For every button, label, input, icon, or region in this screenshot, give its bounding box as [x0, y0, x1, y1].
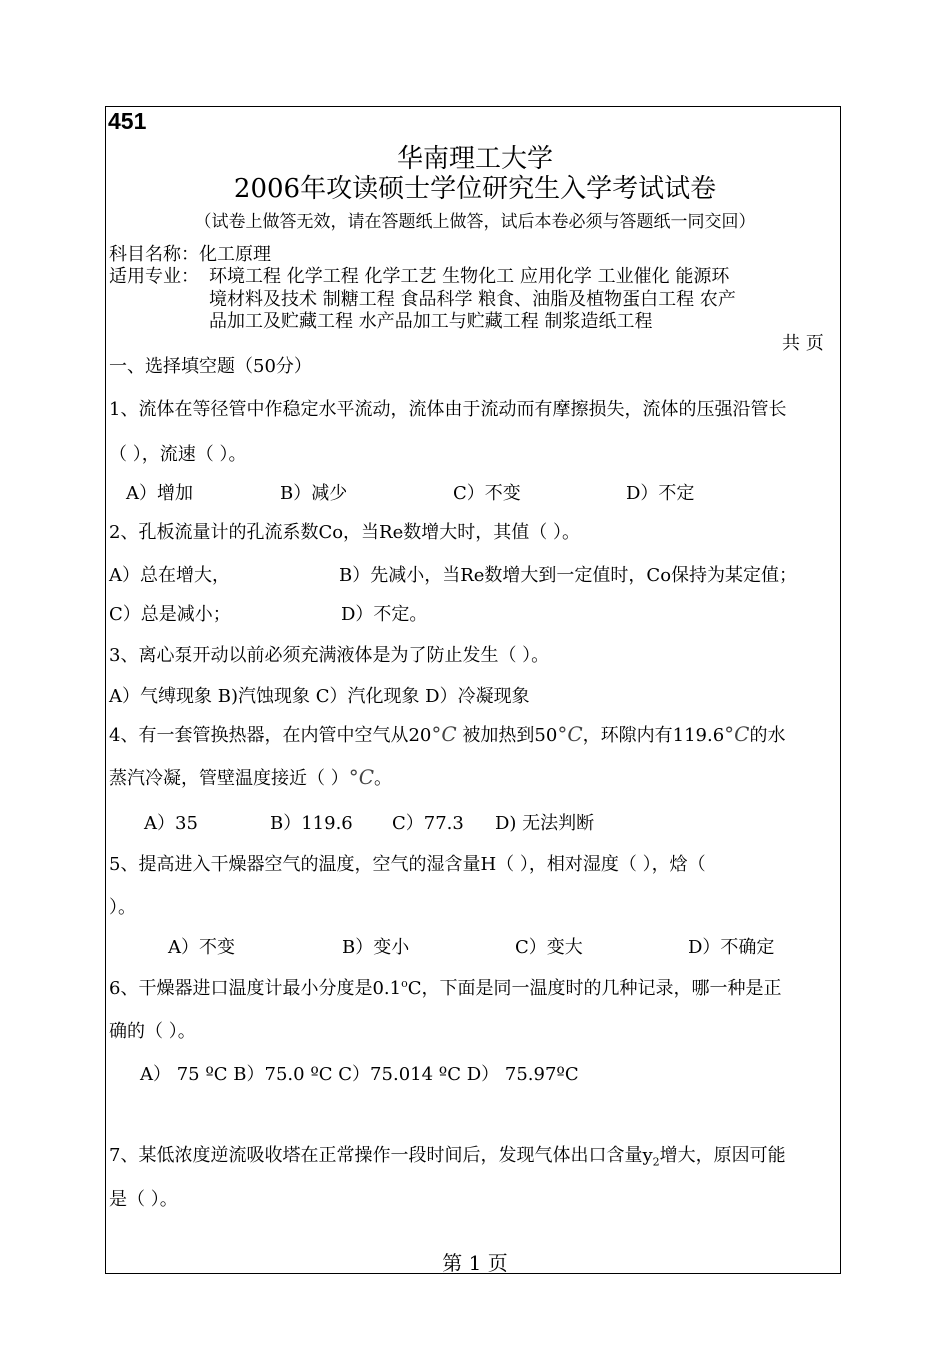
question-1-blanks: （ ），流速（ ）。	[109, 444, 247, 465]
q5-option-b: B）变小	[342, 937, 410, 958]
question-7-text: 7、某低浓度逆流吸收塔在正常操作一段时间后，发现气体出口含量$y_2$增大，原因可能	[109, 1145, 786, 1169]
question-2-text: 2、孔板流量计的孔流系数Co，当Re数增大时，其值（ ）。	[109, 522, 580, 543]
majors-line-3: 品加工及贮藏工程 水产品加工与贮藏工程 制浆造纸工程	[209, 311, 653, 332]
question-3-text: 3、离心泵开动以前必须充满液体是为了防止发生（ ）。	[109, 645, 550, 666]
q1-option-a: A）增加	[126, 483, 193, 504]
degree-celsius-symbol: °C	[431, 722, 457, 746]
q1-option-d: D）不定	[626, 483, 695, 504]
q4-option-a: A）35	[144, 813, 198, 834]
q2-option-a: A）总在增大，	[109, 565, 230, 586]
q4-option-b: B）119.6	[270, 813, 353, 834]
exam-note: （试卷上做答无效，请在答题纸上做答，试后本卷必须与答题纸一同交回）	[194, 212, 756, 232]
q5-option-a: A）不变	[168, 937, 235, 958]
majors-line-1: 环境工程 化学工程 化学工艺 生物化工 应用化学 工业催化 能源环	[209, 266, 730, 287]
q2-option-b: B）先减小，当Re数增大到一定值时，Co保持为某定值；	[339, 565, 798, 586]
q2-option-d: D）不定。	[341, 604, 428, 625]
subject-label: 科目名称：化工原理	[109, 244, 271, 265]
degree-celsius-symbol: °C	[348, 765, 375, 789]
section-title: 一、选择填空题（50分）	[109, 356, 312, 377]
q1-option-c: C）不变	[453, 483, 521, 504]
q1-option-b: B）减少	[280, 483, 348, 504]
page-number: 第 1 页	[442, 1251, 508, 1275]
majors-line-2: 境材料及技术 制糖工程 食品科学 粮食、油脂及植物蛋白工程 农产	[209, 289, 736, 310]
question-6-line-2: 确的（ ）。	[109, 1021, 196, 1042]
question-5-line-2: ）。	[109, 897, 136, 918]
total-pages-label: 共 页	[782, 333, 824, 354]
question-7-line-2: 是（ ）。	[109, 1189, 178, 1210]
degree-celsius-symbol: °C	[557, 722, 583, 746]
question-6-text: 6、干燥器进口温度计最小分度是0.1$^o$C，下面是同一温度时的几种记录，哪一种是正	[109, 977, 782, 999]
q2-option-c: C）总是减小；	[109, 604, 231, 625]
exam-title: 2006年攻读硕士学位研究生入学考试试卷	[233, 174, 717, 204]
q5-option-d: D）不确定	[688, 937, 775, 958]
question-1-text: 1、流体在等径管中作稳定水平流动，流体由于流动而有摩擦损失，流体的压强沿管长	[109, 399, 787, 420]
majors-label: 适用专业：	[109, 266, 199, 287]
degree-celsius-symbol: °C	[724, 722, 750, 746]
q4-option-d: D) 无法判断	[495, 813, 595, 834]
q3-options: A）气缚现象 B)汽蚀现象 C）汽化现象 D）冷凝现象	[109, 686, 530, 707]
question-5-text: 5、提高进入干燥器空气的温度，空气的湿含量H（ ），相对湿度（ ），焓（	[109, 854, 706, 875]
question-4-text: 4、有一套管换热器，在内管中空气从20°C 被加热到50°C，环隙内有119.6°C的水	[109, 722, 786, 746]
q5-option-c: C）变大	[515, 937, 583, 958]
question-4-line-2: 蒸汽冷凝，管壁温度接近（ ）°C。	[109, 765, 393, 789]
q4-option-c: C）77.3	[392, 813, 464, 834]
university-name: 华南理工大学	[396, 144, 553, 174]
q6-options: A） 75 ºC B）75.0 ºC C）75.014 ºC D） 75.97ºC	[140, 1064, 579, 1085]
exam-code: 451	[108, 108, 147, 134]
